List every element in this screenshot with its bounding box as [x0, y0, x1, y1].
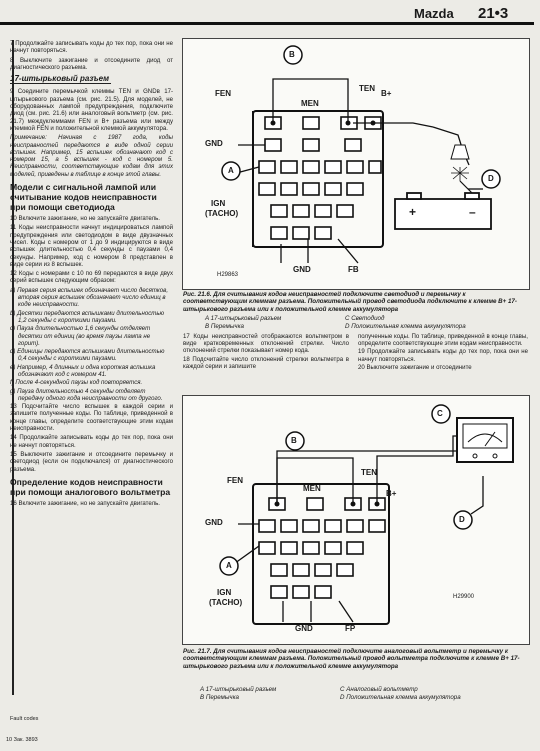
paragraph-15: 15 Выключите зажигание и отсоедините перемычку и светодиод (если он подключался) от диагностического разъема.	[10, 450, 173, 473]
list-item: e) Например, 4 длинных и одна короткая вспышка обозначают код с номером 41.	[10, 363, 156, 378]
legend-item: A 17-штырьковый разъем	[200, 686, 277, 693]
legend-21-6	[205, 315, 525, 330]
label-plus: +	[409, 205, 417, 219]
paragraph-12: 12 Коды с номерами с 10 по 69 передаются в виде двух серий вспышек следующим образом:	[10, 270, 173, 285]
figure-code: H29863	[217, 272, 239, 278]
paragraph-20: 20 Выключите зажигание и отсоедините	[358, 363, 472, 371]
legend-item: A 17-штырьковый разъем	[205, 315, 282, 322]
legend-item: B Перемычка	[200, 693, 239, 701]
footer-print-code: 10 Зак. 3893	[6, 737, 38, 743]
label-d: D	[488, 174, 494, 183]
paragraph-19: 19 Продолжайте записывать коды до тех пор, пока они не начнут повторяться.	[358, 348, 528, 363]
label-ten: TEN	[361, 468, 377, 477]
header-brand: Mazda	[414, 6, 454, 21]
footer-fault-codes: Fault codes	[10, 716, 39, 722]
legend-item: B Перемычка	[205, 322, 244, 330]
label-fp: FP	[345, 624, 356, 633]
label-c: C	[437, 409, 443, 418]
paragraph-16: 16 Включите зажигание, но не запускайте двигатель.	[10, 499, 161, 507]
list-item: g) Пауза длительностью 4 секунды отделяет передачу одного кода неисправности от другого.	[10, 387, 163, 402]
label-ign: IGN	[211, 199, 226, 208]
label-b: B	[291, 436, 297, 445]
header-page-number: 21•3	[478, 5, 509, 22]
paragraph-11: 11 Коды неисправности начнут индицироваться лампой предупреждения или светодиодом в виде двузначных чисел. Коды с номером от 1 до 9 индицируются в виде вспышек длительностью 0,4 секунды с паузами 0,4 секунды. Например, код с номером 8 представлен в виде серии из 8 вспышек.	[10, 224, 173, 268]
paragraph-18-cont: полученные коды. По таблице, приведенной в конце главы, определите соответствующие этим кодам неисправности.	[358, 333, 528, 348]
label-tacho: (TACHO)	[205, 209, 239, 218]
figure-21-6-diagram	[183, 39, 529, 289]
list-item: a) Первая серия вспышек обозначает число десятков, вторая серия вспышек обозначает число единиц в коде неисправности.	[10, 286, 169, 309]
list-item: f) После 4-секундной паузы код повторяется.	[10, 379, 143, 387]
paragraph-13: 13 Подсчитайте число вспышек в каждой серии и запишите полученные коды. По таблице, приведенной в конце главы, определите соответствующие этим кодам неисправности.	[10, 403, 173, 433]
label-minus: –	[469, 205, 476, 219]
mid-right-column	[358, 333, 528, 372]
label-fen: FEN	[215, 89, 231, 98]
label-gnd: GND	[205, 139, 223, 148]
paragraph-8: 8 Выключите зажигание и отсоедините диод от диагностического разъема.	[10, 56, 173, 71]
caption-21-7: Рис. 21.7. Для считывания кодов неисправностей подключите аналоговый вольтметр и перемычку к соответствующим клеммам разъема. Положительный провод вольтметра подключите к клемме B+ 17-штырькового разъема или к положительной клемме аккумулятора	[183, 648, 520, 670]
label-bplus: B+	[386, 489, 397, 498]
paragraph-10: 10 Включите зажигание, но не запускайте двигатель.	[10, 215, 161, 223]
label-gnd-bottom: GND	[295, 624, 313, 633]
header-bar	[0, 22, 534, 25]
list-item: c) Пауза длительностью 1,6 секунды отделяет десятки от единиц (во время паузы лампа не горит).	[10, 325, 151, 347]
label-ign: IGN	[217, 588, 232, 597]
label-a: A	[226, 561, 232, 570]
label-a: A	[228, 166, 234, 175]
legend-item: C Светодиод	[345, 315, 385, 322]
subheading-17-pin: 17-штырьковый разъем	[10, 74, 110, 84]
list-item: d) Единицы передаются вспышками длительностью 0,4 секунды с короткими паузами.	[10, 348, 165, 363]
heading-voltmeter: Определение кодов неисправности при помощи аналогового вольтметра	[10, 476, 171, 497]
label-d: D	[459, 515, 465, 524]
label-gnd-bottom: GND	[293, 265, 311, 274]
figure-code: H29900	[453, 594, 475, 600]
label-fb: FB	[348, 265, 359, 274]
note: Примечание: Начиная с 1987 года, коды неисправностей передаются в виде одной серии вспышек. Например, 15 вспышек обозначают код с номером 15, а 5 вспышек - код с номером 5. Неисправности, соответствующие кодам для этих моделей, приведены в таблице в конце этой главы.	[10, 134, 173, 178]
paragraph-7: 7 Продолжайте записывать коды до тех пор, пока они не начнут повторяться.	[10, 40, 173, 55]
paragraph-18: 18 Подсчитайте число отклонений стрелки вольтметра в каждой серии и запишите	[183, 355, 349, 370]
label-men: MEN	[303, 484, 321, 493]
left-column	[10, 40, 173, 509]
label-gnd: GND	[205, 518, 223, 527]
mid-left-column	[183, 333, 349, 371]
flash-list	[10, 287, 173, 402]
heading-warning-lamp: Модели с сигнальной лампой или считывание кодов неисправности при помощи светодиода	[10, 182, 157, 213]
label-b: B	[289, 50, 295, 59]
paragraph-9: 9 Соедините перемычкой клеммы TEN и GNDв 17-штырькового разъема (см. рис. 21.5). Для моделей, не оборудованных лампой предупреждения, подключите диод (см. рис. 21.6) или аналоговый вольтметр (см. рис. 21.7) междуклеммами FEN и B+ разъема или между клеммой FEN и положительной клеммой аккумулятора.	[10, 88, 173, 132]
label-bplus: B+	[381, 89, 392, 98]
legend-21-7	[200, 686, 520, 701]
legend-item: C Аналоговый вольтметр	[340, 686, 418, 693]
figure-21-7	[182, 395, 530, 645]
label-tacho: (TACHO)	[209, 598, 243, 607]
label-fen: FEN	[227, 476, 243, 485]
label-ten: TEN	[359, 84, 375, 93]
label-men: MEN	[301, 99, 319, 108]
legend-item: D Положительная клемма аккумулятора	[340, 693, 461, 701]
paragraph-17: 17 Коды неисправностей отображаются вольтметром в виде кратковременных отклонений стрелки. Число отклонений стрелки показывает номер кода.	[183, 333, 349, 355]
legend-item: D Положительная клемма аккумулятора	[345, 322, 466, 330]
figure-21-6	[182, 38, 530, 290]
caption-21-6: Рис. 21.6. Для считывания кодов неисправностей подключите светодиод и перемычку к соответствующим клеммам разъема. Положительный провод светодиода подключите к клемме B+ 17-штырькового разъема или к положительной клемме аккумулятора	[183, 291, 517, 313]
list-item: b) Десятки передаются вспышками длительностью 1,2 секунды с короткими паузами.	[10, 309, 165, 324]
paragraph-14: 14 Продолжайте записывать коды до тех пор, пока они не начнут повторяться.	[10, 434, 173, 449]
